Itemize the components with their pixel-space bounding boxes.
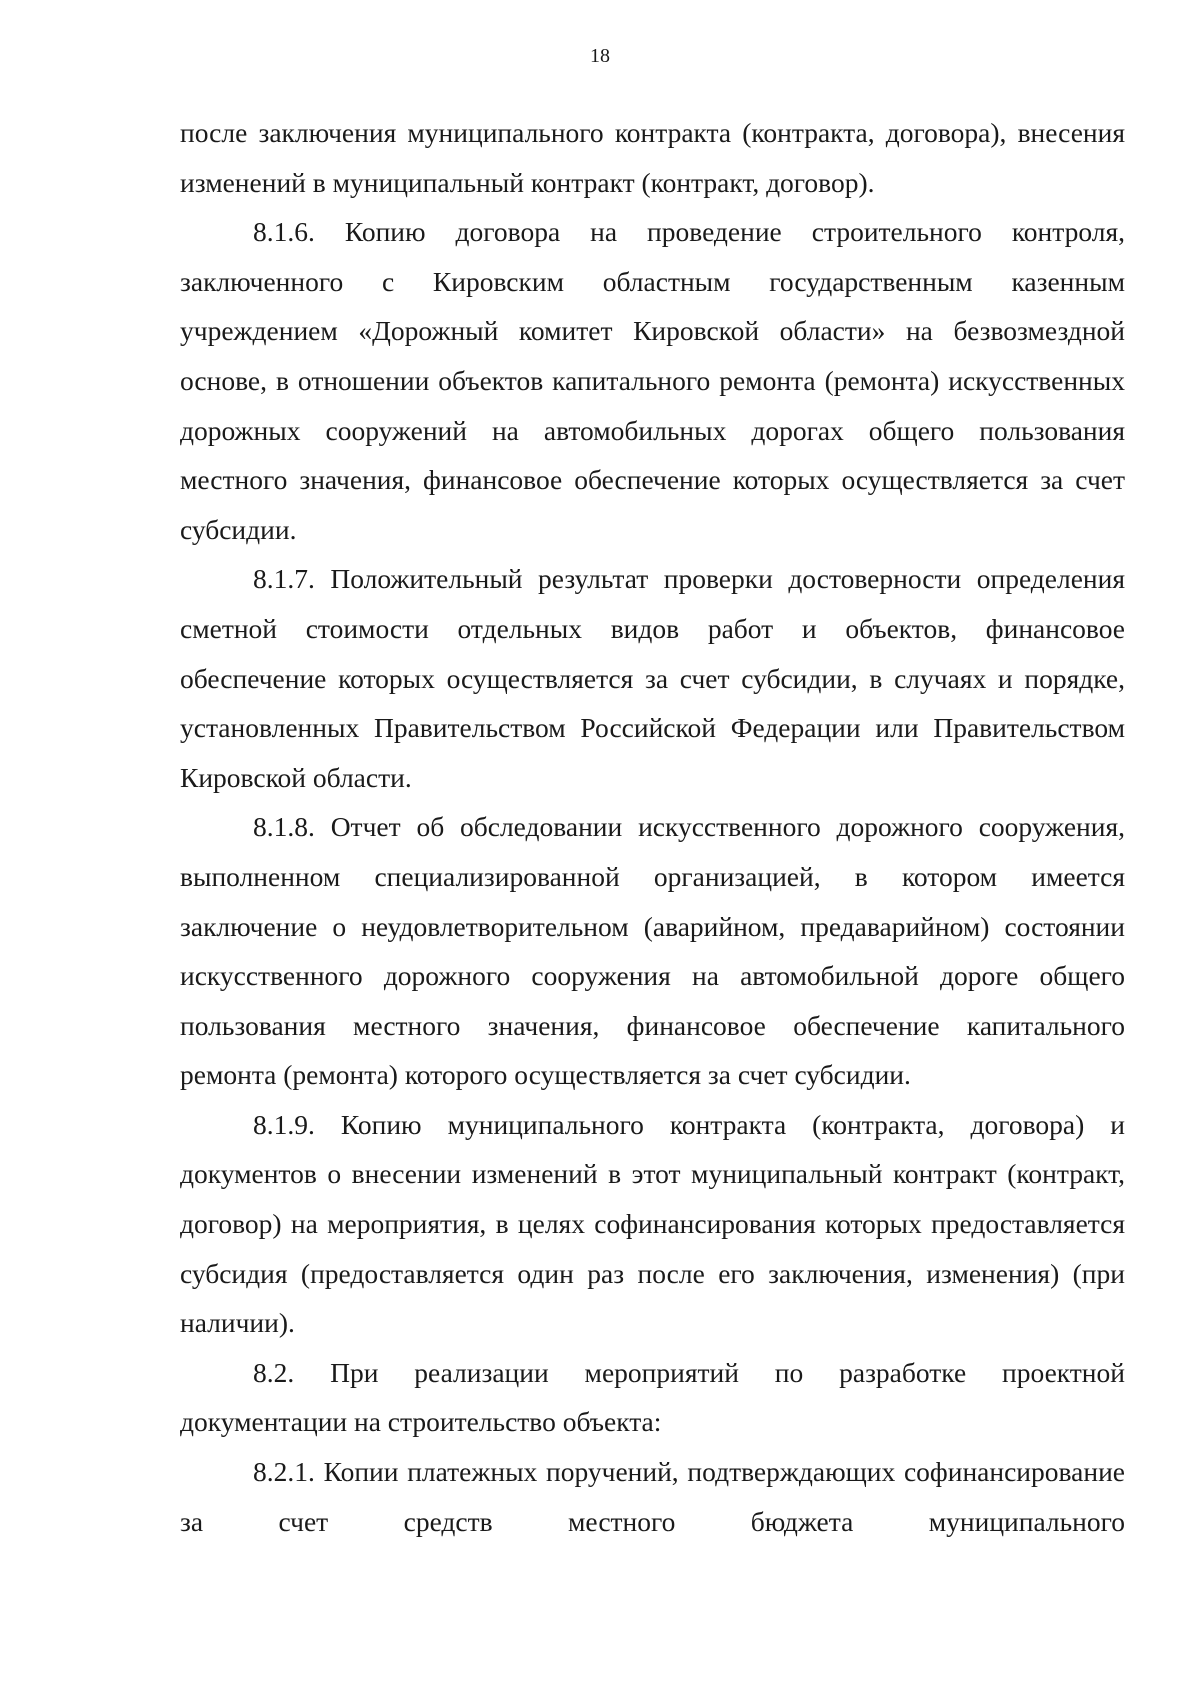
paragraph-8-2: 8.2. При реализации мероприятий по разработке проектной документации на строительство объекта:	[180, 1356, 1125, 1438]
paragraph-continuation: после заключения муниципального контракта (контракта, договора), внесения изменений в муниципальный контракт (контракт, договор).	[180, 117, 1125, 198]
paragraph-8-1-8: 8.1.8. Отчет об обследовании искусственного дорожного сооружения, выполненном специализированной организацией, в котором имеется заключение о неудовлетворительном (аварийном, предаварийном) состоянии искусственного дорожного сооружения на автомобильной дороге общего пользования местного значения, финансовое обеспечение капитального ремонта (ремонта) которого осуществляется за счет субсидии.	[180, 811, 1125, 1091]
paragraph-8-1-9: 8.1.9. Копию муниципального контракта (контракта, договора) и документов о внесении изменений в этот муниципальный контракт (контракт, договор) на мероприятия, в целях софинансирования которых предоставляется субсидия (предоставляется один раз после его заключения, изменения) (при наличии).	[180, 1108, 1125, 1339]
paragraph-8-1-7: 8.1.7. Положительный результат проверки достоверности определения сметной стоимости отдельных видов работ и объектов, финансовое обеспечение которых осуществляется за счет субсидии, в случаях и порядке, установленных Правительством Российской Федерации или Правительством Кировской области.	[180, 563, 1125, 793]
paragraph-8-2-1: 8.2.1. Копии платежных поручений, подтверждающих софинансирование за счет средств местного бюджета муниципального	[180, 1456, 1125, 1537]
document-body	[180, 108, 1125, 1546]
paragraph-8-1-6: 8.1.6. Копию договора на проведение строительного контроля, заключенного с Кировским областным государственным казенным учреждением «Дорожный комитет Кировской области» на безвозмездной основе, в отношении объектов капитального ремонта (ремонта) искусственных дорожных сооружений на автомобильных дорогах общего пользования местного значения, финансовое обеспечение которых осуществляется за счет субсидии.	[180, 216, 1125, 545]
page-number: 18	[590, 45, 610, 67]
